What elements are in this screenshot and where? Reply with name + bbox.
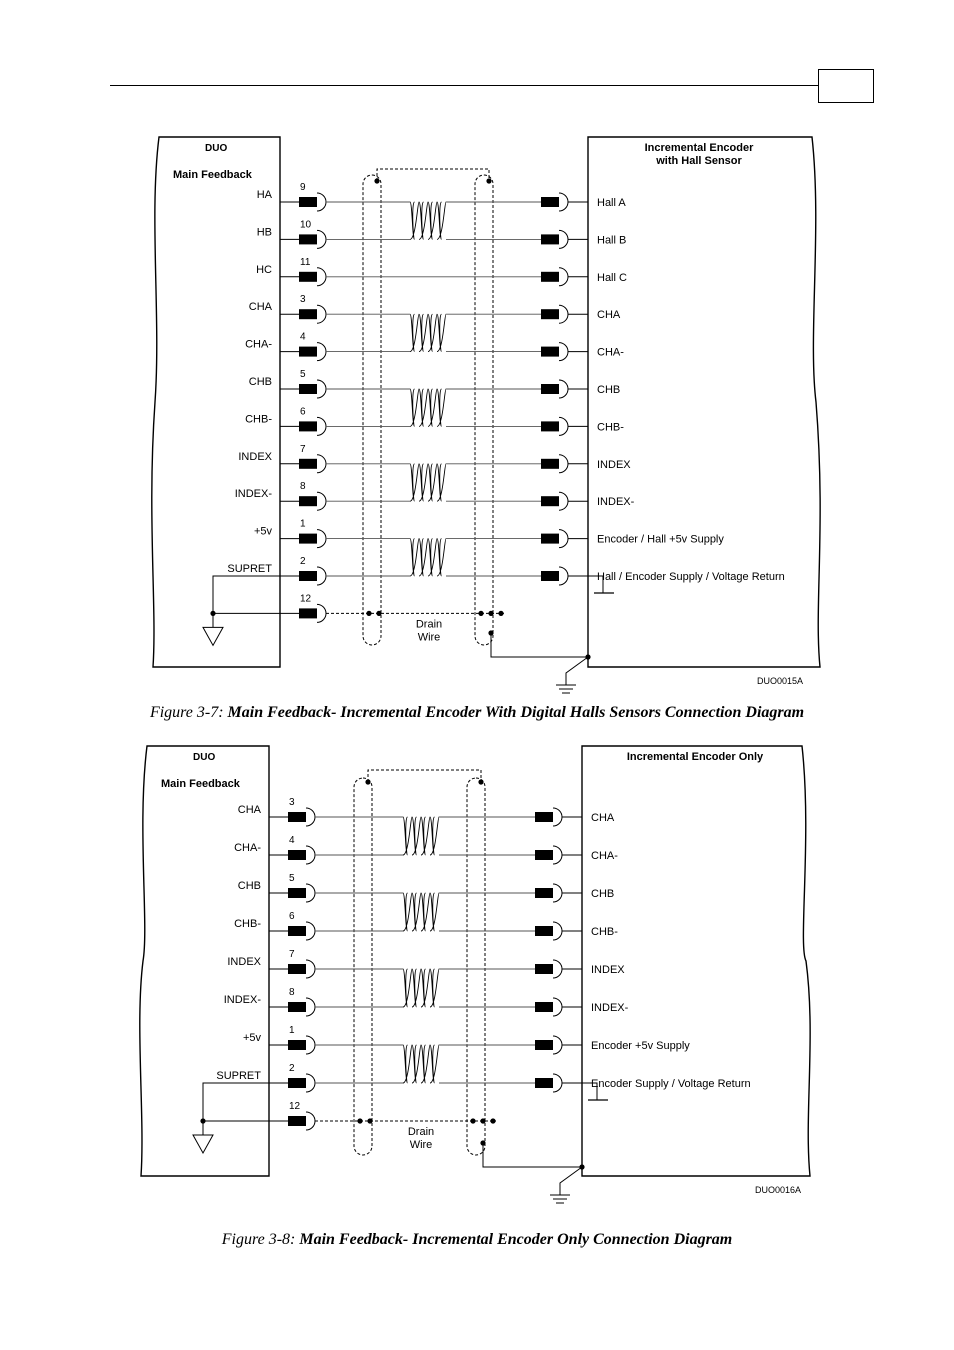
pin-number: 2 <box>300 556 306 567</box>
twisted-pair-4 <box>403 1045 439 1083</box>
pin-number: 3 <box>289 797 295 808</box>
drain-wire-label: Wire <box>409 1139 433 1151</box>
twisted-pair-lead <box>315 817 535 855</box>
cable-shield-1 <box>354 778 372 1155</box>
right-signal-label: Encoder / Hall +5v Supply <box>597 533 724 546</box>
twisted-pair-4 <box>410 464 446 501</box>
left-connector-socket <box>317 380 326 398</box>
right-signal-label: Hall / Encoder Supply / Voltage Return <box>597 571 785 583</box>
caption-title: Main Feedback- Incremental Encoder With Digital Halls Sensors Connection Diagram <box>227 704 805 721</box>
left-connector-pin <box>299 197 317 207</box>
drain-wire-label: Drain <box>415 618 443 631</box>
right-connector-pin <box>535 850 553 860</box>
pin-number: 6 <box>289 911 295 922</box>
left-connector-socket <box>317 604 326 622</box>
twisted-pair-1 <box>403 817 439 855</box>
left-box <box>152 137 280 667</box>
drain-node <box>357 1118 362 1123</box>
pin-number: 7 <box>289 949 295 960</box>
left-connector-pin <box>299 347 317 357</box>
left-connector-socket <box>317 567 326 585</box>
right-connector-socket <box>559 343 568 361</box>
shield-node <box>365 779 370 784</box>
pin-number: 1 <box>289 1025 295 1036</box>
right-connector-socket <box>559 492 568 510</box>
pin-number: 5 <box>289 873 295 884</box>
right-connector-socket <box>553 922 562 940</box>
right-signal-label: INDEX- <box>597 496 635 509</box>
caption-prefix: Figure 3-8: <box>221 1231 300 1248</box>
pin-number: 12 <box>289 1101 301 1112</box>
left-connector-socket <box>306 1036 315 1054</box>
left-connector-pin <box>288 1116 306 1126</box>
twisted-pair-lead <box>326 314 541 351</box>
twisted-pair-lead <box>326 389 541 426</box>
left-signal-label: CHB <box>237 880 261 892</box>
left-signal-label: HA <box>256 189 272 201</box>
twisted-pair-lead <box>315 1045 535 1083</box>
left-signal-label: INDEX <box>227 956 261 968</box>
right-connector-socket <box>553 998 562 1016</box>
left-connector-socket <box>317 492 326 510</box>
left-connector-pin <box>288 964 306 974</box>
right-connector-pin <box>535 1002 553 1012</box>
right-connector-socket <box>553 1074 562 1092</box>
right-signal-label: CHA <box>591 812 615 824</box>
twisted-pair-3 <box>403 969 439 1007</box>
pin-number: 3 <box>300 294 306 306</box>
drain-node <box>376 611 381 616</box>
shield-node <box>486 178 491 183</box>
right-connector-pin <box>541 571 559 581</box>
left-connector-socket <box>317 455 326 473</box>
right-signal-label: Hall C <box>597 271 627 284</box>
figure-caption-3-8 <box>0 1231 954 1249</box>
left-connector-pin <box>288 850 306 860</box>
left-connector-pin <box>288 888 306 898</box>
diagram-code: DUO0015A <box>757 676 804 686</box>
right-connector-socket <box>559 230 568 248</box>
left-connector-socket <box>306 960 315 978</box>
left-signal-label: CHB <box>248 376 272 388</box>
left-connector-socket <box>317 268 326 286</box>
left-signal-label: HC <box>256 263 272 276</box>
left-signal-label: INDEX <box>238 450 272 463</box>
pin-number: 1 <box>300 518 306 530</box>
twisted-pair-1 <box>410 202 446 239</box>
left-signal-label: CHB- <box>234 918 261 930</box>
cable-shield-1 <box>363 175 381 645</box>
left-connector-pin <box>299 272 317 282</box>
left-connector-socket <box>306 846 315 864</box>
pin-number: 4 <box>300 331 306 343</box>
left-connector-socket <box>317 193 326 211</box>
left-connector-pin <box>299 384 317 394</box>
drain-node <box>480 1140 485 1145</box>
left-connector-pin <box>299 421 317 431</box>
pin-number: 6 <box>300 406 306 418</box>
earth-ground-icon <box>550 1195 570 1203</box>
right-box <box>588 137 820 667</box>
right-connector-socket <box>553 808 562 826</box>
left-connector-pin <box>299 534 317 544</box>
right-connector-pin <box>535 888 553 898</box>
left-box-subtitle: Main Feedback <box>173 169 252 181</box>
diagram-code: DUO0016A <box>755 1185 802 1195</box>
drain-node <box>480 1118 485 1123</box>
right-connector-socket <box>559 530 568 548</box>
twisted-pair-lead <box>326 464 541 501</box>
drain-node <box>498 611 503 616</box>
right-connector-pin <box>535 964 553 974</box>
earth-lead <box>566 657 588 685</box>
figure-caption-3-7 <box>0 704 954 722</box>
right-signal-label: CHB <box>591 888 615 900</box>
drain-node <box>367 1118 372 1123</box>
left-box-subtitle: Main Feedback <box>161 778 240 790</box>
shield-bridge <box>377 169 489 181</box>
caption-title: Main Feedback- Incremental Encoder Only Connection Diagram <box>299 1231 733 1248</box>
right-signal-label: CHA- <box>597 346 624 359</box>
drain-wire-label: Drain <box>407 1126 435 1138</box>
diagram-encoder-only <box>0 740 954 1205</box>
left-connector-pin <box>299 571 317 581</box>
caption-prefix: Figure 3-7: <box>149 704 228 721</box>
right-connector-pin <box>541 234 559 244</box>
right-signal-label: CHB- <box>597 421 624 434</box>
drain-to-chassis-wire <box>483 1143 582 1167</box>
earth-ground-icon <box>556 685 576 693</box>
right-connector-pin <box>535 1078 553 1088</box>
left-signal-label: HB <box>256 226 272 239</box>
left-connector-socket <box>306 998 315 1016</box>
right-connector-pin <box>541 197 559 207</box>
right-connector-pin <box>541 421 559 431</box>
right-connector-socket <box>559 455 568 473</box>
right-connector-pin <box>541 384 559 394</box>
right-connector-socket <box>559 305 568 323</box>
left-connector-pin <box>288 1002 306 1012</box>
shield-bridge <box>368 770 481 782</box>
page-number-box <box>818 69 874 103</box>
ground-node <box>200 1118 205 1123</box>
drain-to-chassis-wire <box>491 633 588 657</box>
right-signal-label: CHA <box>597 309 621 322</box>
pin-number: 10 <box>300 219 312 231</box>
pin-number: 8 <box>300 481 306 493</box>
right-signal-label: Hall A <box>597 197 626 209</box>
pin-number: 5 <box>300 369 306 380</box>
right-connector-pin <box>541 272 559 282</box>
right-connector-pin <box>541 309 559 319</box>
cable-shield-2 <box>475 175 493 645</box>
twisted-pair-lead <box>326 539 541 576</box>
left-signal-label: SUPRET <box>227 563 272 575</box>
twisted-pair-lead <box>315 893 535 931</box>
right-signal-label: Encoder +5v Supply <box>591 1040 690 1052</box>
right-connector-pin <box>541 534 559 544</box>
right-box-title: Incremental Encoder Only <box>626 751 764 763</box>
left-signal-label: CHA- <box>245 338 272 351</box>
right-connector-socket <box>559 193 568 211</box>
twisted-pair-2 <box>410 314 446 351</box>
drain-node <box>366 611 371 616</box>
left-connector-pin <box>288 926 306 936</box>
right-connector-pin <box>535 926 553 936</box>
twisted-pair-lead <box>315 969 535 1007</box>
pin-number: 7 <box>300 443 306 455</box>
left-connector-pin <box>288 812 306 822</box>
shield-node <box>478 779 483 784</box>
right-signal-label: CHB- <box>591 926 618 938</box>
left-signal-label: INDEX- <box>223 994 261 1006</box>
pin-number: 8 <box>289 987 295 998</box>
right-connector-pin <box>541 496 559 506</box>
left-signal-label: +5v <box>242 1032 261 1044</box>
drain-node <box>470 1118 475 1123</box>
right-box-title: Incremental Encoder <box>644 142 754 154</box>
earth-lead <box>560 1167 582 1195</box>
right-signal-label: Hall B <box>597 234 627 247</box>
pin-number: 12 <box>300 593 312 605</box>
left-signal-label: CHA- <box>234 842 261 854</box>
right-connector-socket <box>553 884 562 902</box>
drain-node <box>488 630 493 635</box>
right-connector-socket <box>559 567 568 585</box>
right-connector-socket <box>559 417 568 435</box>
drain-node <box>490 1118 495 1123</box>
left-connector-socket <box>317 230 326 248</box>
left-connector-pin <box>288 1040 306 1050</box>
right-connector-pin <box>541 347 559 357</box>
drain-node <box>488 611 493 616</box>
left-connector-socket <box>306 1112 315 1130</box>
left-connector-pin <box>299 234 317 244</box>
twisted-pair-lead <box>326 202 541 239</box>
left-box-title: DUO <box>205 143 228 154</box>
ground-node <box>210 611 215 616</box>
drain-node <box>478 611 483 616</box>
left-signal-label: CHA <box>237 804 261 816</box>
left-connector-pin <box>299 309 317 319</box>
right-connector-socket <box>559 268 568 286</box>
twisted-pair-3 <box>410 389 446 426</box>
drain-wire-label: Wire <box>417 631 441 644</box>
left-connector-socket <box>306 808 315 826</box>
right-box <box>582 746 810 1176</box>
right-connector-socket <box>559 380 568 398</box>
pin-number: 9 <box>300 182 306 193</box>
diagram-hall-sensor-encoder <box>0 130 954 695</box>
right-connector-pin <box>541 459 559 469</box>
right-connector-socket <box>553 1036 562 1054</box>
left-connector-socket <box>306 1074 315 1092</box>
right-signal-label: INDEX- <box>591 1002 629 1014</box>
left-connector-pin <box>299 496 317 506</box>
left-connector-pin <box>288 1078 306 1088</box>
right-signal-label: INDEX <box>597 458 631 471</box>
shield-node <box>374 178 379 183</box>
right-connector-socket <box>553 846 562 864</box>
left-box-title: DUO <box>193 752 216 763</box>
left-connector-socket <box>317 417 326 435</box>
left-connector-socket <box>306 922 315 940</box>
right-connector-pin <box>535 1040 553 1050</box>
left-signal-label: +5v <box>253 525 272 538</box>
left-signal-label: SUPRET <box>216 1070 261 1082</box>
right-signal-label: Encoder Supply / Voltage Return <box>591 1078 751 1090</box>
left-connector-pin <box>299 459 317 469</box>
right-signal-label: CHB <box>597 384 621 396</box>
right-signal-label: INDEX <box>591 964 625 976</box>
pin-number: 2 <box>289 1063 295 1074</box>
right-signal-label: CHA- <box>591 850 618 862</box>
right-connector-socket <box>553 960 562 978</box>
right-connector-pin <box>535 812 553 822</box>
left-signal-label: INDEX- <box>234 488 272 501</box>
header-rule <box>110 85 818 86</box>
left-connector-socket <box>317 305 326 323</box>
left-signal-label: CHA <box>248 301 272 314</box>
left-signal-label: CHB- <box>245 413 272 426</box>
left-connector-socket <box>306 884 315 902</box>
pin-number: 4 <box>289 835 295 846</box>
pin-number: 11 <box>300 256 311 268</box>
right-box-title: with Hall Sensor <box>656 155 742 167</box>
left-connector-pin <box>299 608 317 618</box>
left-connector-socket <box>317 530 326 548</box>
twisted-pair-2 <box>403 893 439 931</box>
twisted-pair-5 <box>410 539 446 576</box>
cable-shield-2 <box>467 778 485 1155</box>
left-connector-socket <box>317 343 326 361</box>
